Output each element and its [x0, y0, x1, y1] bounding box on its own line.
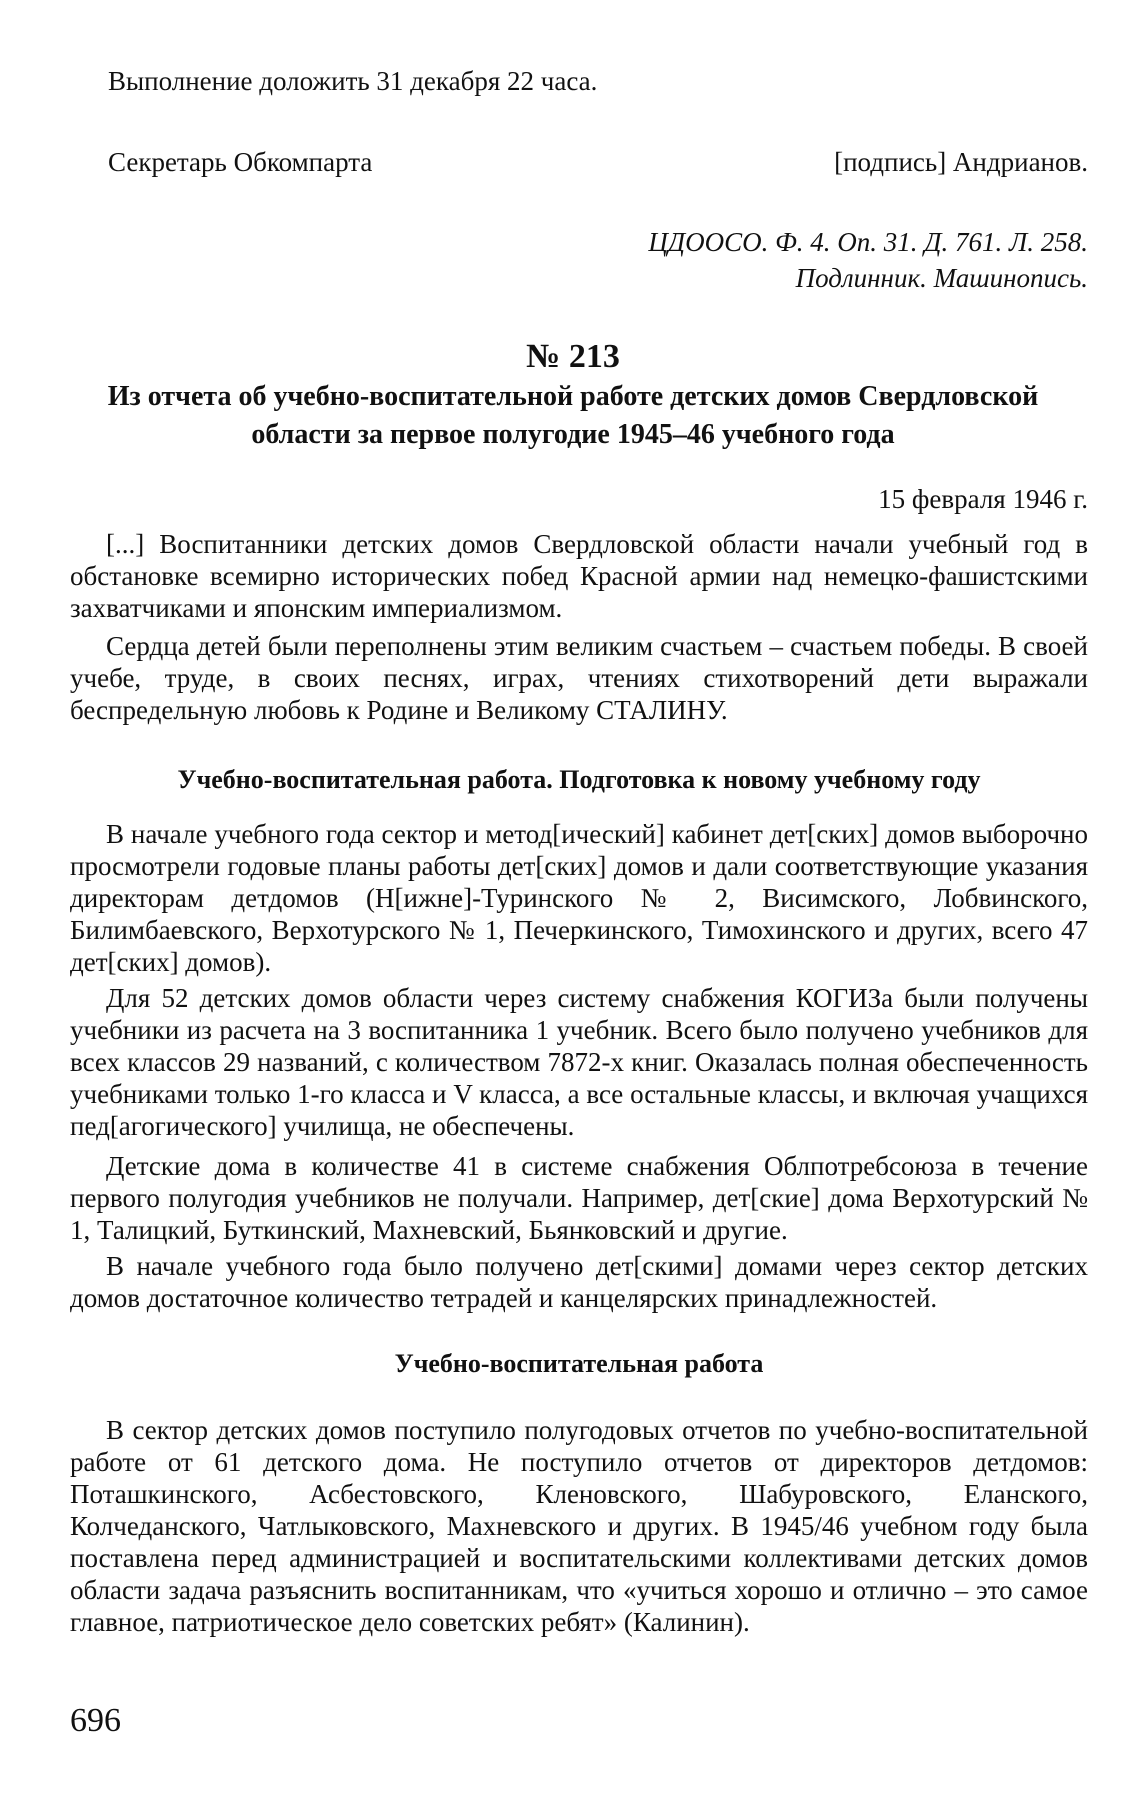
intro-line: Выполнение доложить 31 декабря 22 часа. — [108, 66, 598, 96]
section-1-paragraph-4: В начале учебного года было получено дет[скими] домами через сектор детских домов достаточное количество тетрадей и канцелярских принадлежностей. — [70, 1251, 1088, 1313]
archive-reference — [648, 224, 1088, 296]
section-2-heading: Учебно-воспитательная работа — [394, 1349, 764, 1378]
section-1-heading: Учебно-воспитательная работа. Подготовка к новому учебному году — [177, 765, 981, 794]
section-1-paragraph-1: В начале учебного года сектор и метод[ический] кабинет дет[ских] домов выборочно просмотрели годовые планы работы дет[ских] домов и дали соответствующие указания директорам детдомов (Н[ижне]-Туринского № 2, Висимского, Лобвинского, Билимбаевского, Верхотурского № 1, Печеркинского, Тимохинского и других, всего 47 дет[ских] домов). — [70, 819, 1088, 977]
signature-line: [подпись] Андрианов. — [834, 147, 1088, 177]
page-number: 696 — [70, 1702, 121, 1739]
archive-reference-line-1: ЦДООСО. Ф. 4. Оп. 31. Д. 761. Л. 258. — [648, 227, 1088, 257]
secretary-title: Секретарь Обкомпарта — [108, 147, 373, 177]
document-number: № 213 — [526, 338, 620, 375]
section-1-paragraph-2: Для 52 детских домов области через систему снабжения КОГИЗа были получены учебники из расчета на 3 воспитанника 1 учебник. Всего было получено учебников для всех классов 29 названий, с количеством 7872-х книг. Оказалась полная обеспеченность учебниками только 1-го класса и V класса, а все остальные классы, и включая учащихся пед[агогического] училища, не обеспечены. — [70, 983, 1088, 1141]
document-title: Из отчета об учебно-воспитательной работе детских домов Свердловской области за первое полугодие 1945–46 учебного года — [107, 381, 1039, 450]
body-paragraph-2: Сердца детей были переполнены этим великим счастьем – счастьем победы. В своей учебе, труде, в своих песнях, играх, чтениях стихотворений дети выражали беспредельную любовь к Родине и Великому СТАЛИНУ. — [70, 631, 1088, 725]
archive-reference-line-2: Подлинник. Машинопись. — [795, 263, 1088, 293]
body-paragraph-1: [...] Воспитанники детских домов Свердловской области начали учебный год в обстановке всемирно исторических побед Красной армии над немецко-фашистскими захватчиками и японским империализмом. — [70, 529, 1088, 623]
document-date: 15 февраля 1946 г. — [878, 484, 1088, 514]
section-2-paragraph-1: В сектор детских домов поступило полугодовых отчетов по учебно-воспитательной работе от 61 детского дома. Не поступило отчетов от директоров детдомов: Поташкинского, Асбестовского, Кленовского, Шабуровского, Еланского, Колчеданского, Чатлыковского, Махневского и других. В 1945/46 учебном году была поставлена перед администрацией и воспитательскими коллективами детских домов области задача разъяснить воспитанникам, что «учиться хорошо и отлично – это самое главное, патриотическое дело советских ребят» (Калинин). — [70, 1415, 1088, 1637]
section-1-paragraph-3: Детские дома в количестве 41 в системе снабжения Облпотребсоюза в течение первого полугодия учебников не получали. Например, дет[ские] дома Верхотурский № 1, Талицкий, Буткинский, Махневский, Бьянковский и другие. — [70, 1151, 1088, 1245]
